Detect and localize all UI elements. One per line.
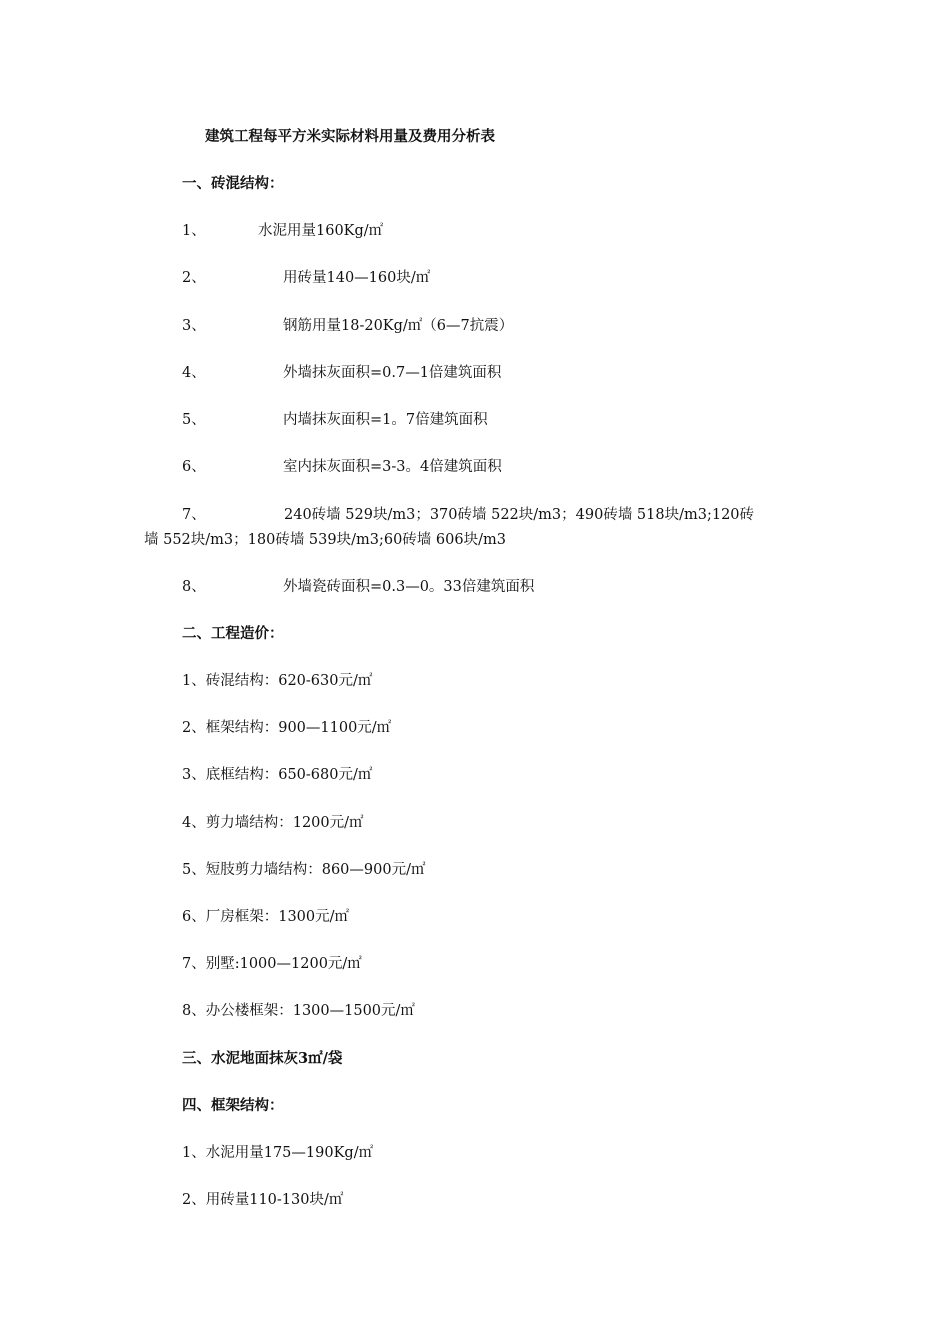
list-item: 1、砖混结构：620-630元/㎡ — [182, 673, 373, 689]
item-text: 钢筋用量18-20Kg/㎡（6—7抗震） — [283, 318, 514, 334]
item-number: 1、 — [182, 223, 206, 239]
section-heading-floor-plaster: 三、水泥地面抹灰3㎡/袋 — [182, 1050, 343, 1067]
item-text: 室内抹灰面积=3-3。4倍建筑面积 — [283, 459, 502, 475]
item-number: 6、 — [182, 459, 206, 475]
item-text: 外墙瓷砖面积=0.3—0。33倍建筑面积 — [283, 579, 535, 595]
item-text: 用砖量140—160块/㎡ — [283, 270, 431, 286]
list-item: 2、框架结构：900—1100元/㎡ — [182, 720, 392, 736]
list-item: 6、厂房框架：1300元/㎡ — [182, 909, 350, 925]
item-number: 5、 — [182, 412, 206, 428]
item-text: 水泥用量160Kg/㎡ — [258, 223, 384, 239]
list-item: 3、底框结构：650-680元/㎡ — [182, 767, 373, 783]
section-heading-project-cost: 二、工程造价： — [182, 625, 284, 642]
section-heading-brick-concrete: 一、砖混结构： — [182, 175, 284, 192]
list-item: 8、办公楼框架：1300—1500元/㎡ — [182, 1003, 415, 1019]
item-number: 4、 — [182, 365, 206, 381]
list-item: 1、水泥用量175—190Kg/㎡ — [182, 1145, 374, 1161]
item-number: 3、 — [182, 318, 206, 334]
list-item: 7、别墅:1000—1200元/㎡ — [182, 956, 362, 972]
item-text: 240砖墙 529块/m3；370砖墙 522块/m3；490砖墙 518块/m3;120砖 — [284, 507, 755, 523]
list-item: 4、剪力墙结构：1200元/㎡ — [182, 815, 364, 831]
item-number: 7、 — [182, 507, 206, 523]
item-text: 内墙抹灰面积=1。7倍建筑面积 — [283, 412, 488, 428]
list-item: 2、用砖量110-130块/㎡ — [182, 1192, 344, 1208]
item-text: 外墙抹灰面积=0.7—1倍建筑面积 — [283, 365, 502, 381]
document-title: 建筑工程每平方米实际材料用量及费用分析表 — [205, 128, 495, 145]
section-heading-frame-structure: 四、框架结构： — [182, 1097, 284, 1114]
item-number: 8、 — [182, 579, 206, 595]
item-number: 2、 — [182, 270, 206, 286]
item-text-continuation: 墙 552块/m3；180砖墙 539块/m3;60砖墙 606块/m3 — [144, 532, 506, 548]
list-item: 5、短肢剪力墙结构：860—900元/㎡ — [182, 862, 426, 878]
